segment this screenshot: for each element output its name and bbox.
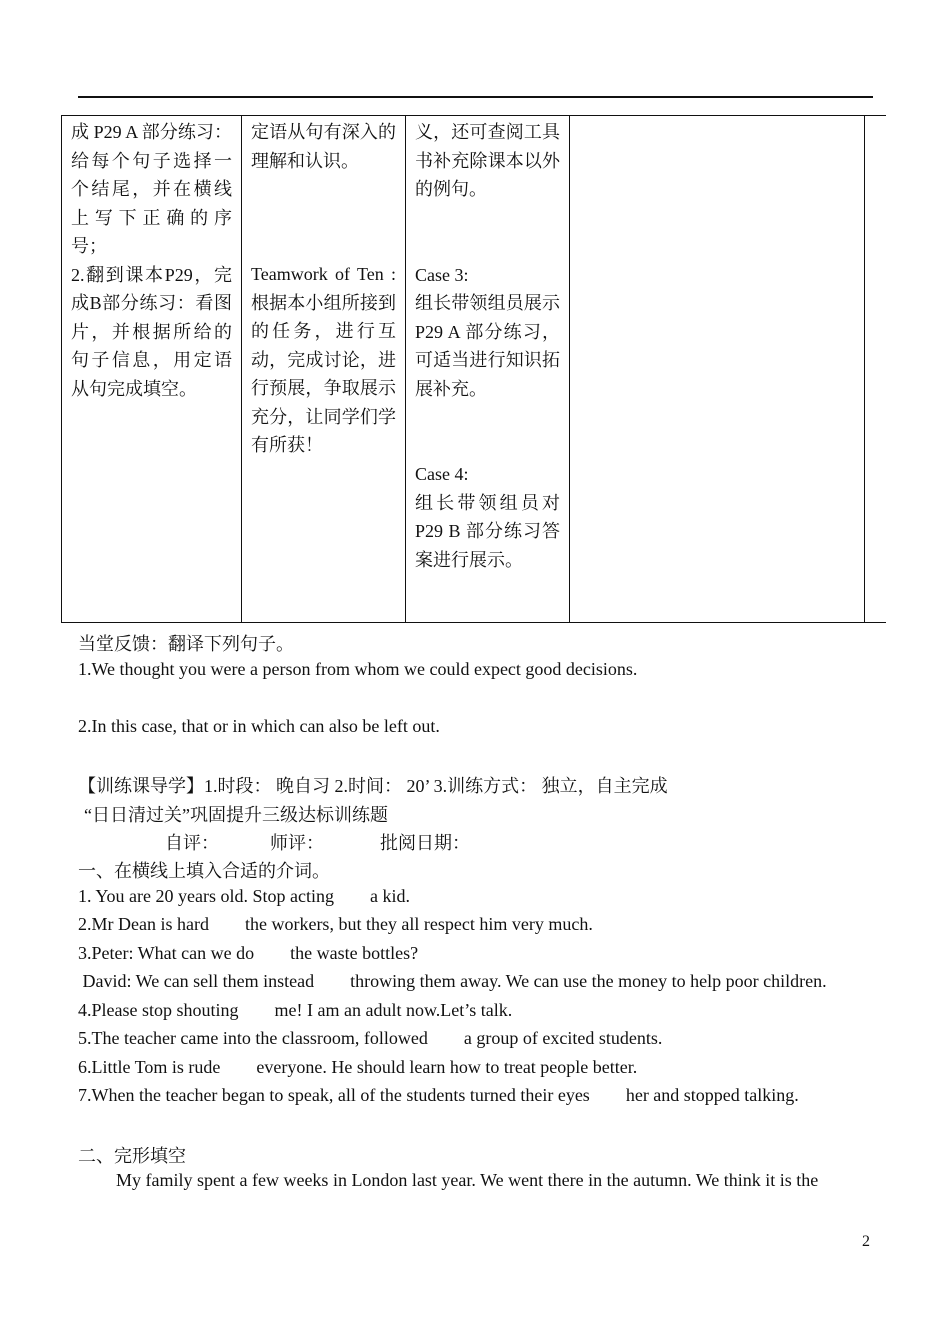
lesson-table — [61, 115, 886, 623]
section-2-title: 二、完形填空 — [78, 1146, 186, 1166]
header-rule — [78, 96, 873, 98]
exercise-item: 3.Peter: What can we do the waste bottles? — [78, 943, 419, 963]
case-4-text: 组长带领组员对 P29 B 部分练习答案进行展示。 — [415, 492, 560, 570]
feedback-sentence-2: 2.In this case, that or in which can also be left out. — [78, 716, 440, 736]
table-cell-tasks — [62, 116, 242, 623]
table-cell-goals — [242, 116, 406, 623]
feedback-title: 当堂反馈：翻译下列句子。 — [78, 634, 294, 654]
teamwork-heading: Teamwork of Ten : — [251, 264, 396, 284]
table-cell-margin — [865, 116, 886, 623]
task-1-text: 成 P29 A 部分练习：给每个句子选择一个结尾，并在横线上写下正确的序号； — [71, 122, 232, 256]
exercise-item: 7.When the teacher began to speak, all of the students turned their eyes her and stopped talking. — [78, 1085, 799, 1105]
case-3-title: Case 3: — [415, 264, 469, 285]
eval-teacher-label: 师评： — [270, 833, 324, 853]
table-cell-cases — [406, 116, 570, 623]
exercise-item: David: We can sell them instead throwing them away. We can use the money to help poor children. — [78, 971, 827, 991]
teamwork-text: 根据本小组所接到的任务，进行互动，完成讨论，进行预展，争取展示充分，让同学们学有所获！ — [251, 292, 396, 455]
exercise-item: 5.The teacher came into the classroom, followed a group of excited students. — [78, 1028, 663, 1048]
table-cell-empty — [570, 116, 865, 623]
training-info: 【训练课导学】1.时段： 晚自习 2.时间： 20’ 3.训练方式： 独立，自主完成 — [78, 776, 668, 796]
page-number: 2 — [862, 1233, 870, 1250]
exercise-item: 2.Mr Dean is hard the workers, but they all respect him very much. — [78, 914, 593, 934]
case-4-title: Case 4: — [415, 464, 469, 484]
cloze-paragraph: My family spent a few weeks in London last year. We went there in the autumn. We think it is the — [116, 1170, 819, 1190]
case-3-text: 组长带领组员展示 P29 A 部分练习，可适当进行知识拓展补充。 — [415, 293, 560, 399]
section-1-title: 一、在横线上填入合适的介词。 — [78, 861, 330, 881]
eval-date-label: 批阅日期： — [380, 833, 470, 853]
training-subtitle: “日日清过关”巩固提升三级达标训练题 — [84, 805, 388, 825]
exercise-item: 1. You are 20 years old. Stop acting a kid. — [78, 886, 410, 906]
feedback-sentence-1: 1.We thought you were a person from whom we could expect good decisions. — [78, 659, 638, 679]
case-intro-text: 义，还可查阅工具书补充除课本以外的例句。 — [415, 122, 560, 199]
eval-self-label: 自评： — [165, 833, 219, 853]
goal-text: 定语从句有深入的理解和认识。 — [251, 122, 396, 171]
task-2-text: 2.翻到课本P29，完成B部分练习：看图片，并根据所给的句子信息，用定语从句完成填空。 — [71, 264, 232, 399]
exercise-item: 6.Little Tom is rude everyone. He should learn how to treat people better. — [78, 1057, 638, 1077]
exercise-item: 4.Please stop shouting me! I am an adult now.Let’s talk. — [78, 1000, 513, 1020]
